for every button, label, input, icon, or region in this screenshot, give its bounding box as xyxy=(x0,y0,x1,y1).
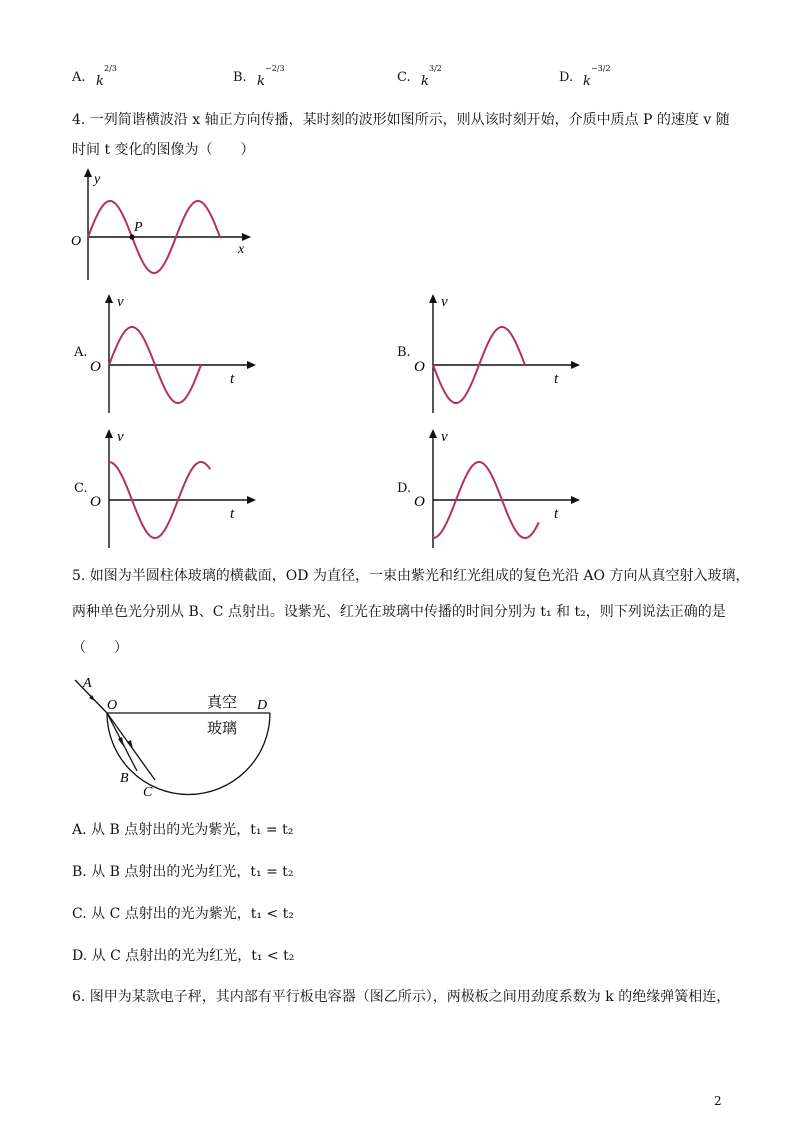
wave-p-label: P xyxy=(134,220,143,235)
q4-wave-figure xyxy=(65,165,265,285)
wave-o-label: O xyxy=(71,234,82,249)
fig-label-vacuum: 真空 xyxy=(207,695,238,711)
graph-o-label: O xyxy=(90,359,101,375)
v-axis-arrow xyxy=(429,294,437,303)
t-axis-arrow xyxy=(247,496,256,504)
t-axis-arrow xyxy=(247,361,256,369)
wave-x-label: x xyxy=(238,242,245,257)
t-axis-arrow xyxy=(571,361,580,369)
q4-stem-line1: 4. 一列简谐横波沿 x 轴正方向传播，某时刻的波形如图所示，则从该时刻开始，介质中质点 P 的速度 v 随 xyxy=(72,112,730,128)
q5-option-c: C. 从 C 点射出的光为紫光，t₁ < t₂ xyxy=(72,906,294,922)
q4-option-b-graph xyxy=(412,290,582,415)
fig-label-b: B xyxy=(120,771,129,786)
fig-label-glass: 玻璃 xyxy=(207,721,238,737)
page-number: 2 xyxy=(714,1094,722,1108)
q5-option-b: B. 从 B 点射出的光为红光，t₁ = t₂ xyxy=(72,864,294,880)
point-p-marker xyxy=(129,234,134,239)
graph-v-label: v xyxy=(441,429,448,445)
q4-option-c-graph xyxy=(88,425,268,550)
q4-stem-line2: 时间 t 变化的图像为（ ） xyxy=(72,142,255,158)
wave-y-label: y xyxy=(94,172,101,187)
v-axis-arrow xyxy=(105,429,113,438)
v-axis-arrow xyxy=(105,294,113,303)
graph-v-label: v xyxy=(117,294,124,310)
fig-label-a: A xyxy=(83,676,92,691)
q3-option-a: A. k 2/3 xyxy=(72,64,117,89)
q4-option-d-graph xyxy=(412,425,592,550)
q5-option-a: A. 从 B 点射出的光为紫光，t₁ = t₂ xyxy=(72,822,294,838)
graph-o-label: O xyxy=(414,359,425,375)
q6-stem-line1: 6. 图甲为某款电子秤，其内部有平行板电容器（图乙所示），两极板之间用劲度系数为 k 的绝缘弹簧相连， xyxy=(72,989,731,1005)
q4-option-c-label: C. xyxy=(74,481,88,496)
q4-option-a-label: A. xyxy=(74,345,88,360)
fig-label-c: C xyxy=(143,785,153,800)
v-axis-arrow xyxy=(429,429,437,438)
q5-option-d: D. 从 C 点射出的光为红光，t₁ < t₂ xyxy=(72,948,295,964)
q5-glass-figure xyxy=(65,670,285,805)
t-axis-arrow xyxy=(571,496,580,504)
fig-label-o: O xyxy=(107,698,118,713)
q4-option-b-label: B. xyxy=(397,345,411,360)
graph-t-label: t xyxy=(230,506,235,522)
q4-option-d-label: D. xyxy=(397,481,412,496)
q3-option-d: D. k −3/2 xyxy=(559,64,611,89)
q5-stem-line2: 两种单色光分别从 B、C 点射出。设紫光、红光在玻璃中传播的时间分别为 t₁ 和 t₂，则下列说法正确的是 xyxy=(72,604,726,620)
graph-v-label: v xyxy=(441,294,448,310)
q5-stem-line1: 5. 如图为半圆柱体玻璃的横截面，OD 为直径，一束由紫光和红光组成的复色光沿 AO 方向从真空射入玻璃， xyxy=(72,568,750,584)
q4-option-a-graph xyxy=(88,290,258,415)
graph-t-label: t xyxy=(554,506,559,522)
graph-o-label: O xyxy=(414,494,425,510)
fig-label-d: D xyxy=(257,698,268,713)
graph-o-label: O xyxy=(90,494,101,510)
q5-stem-line3: （ ） xyxy=(72,640,128,656)
q3-option-c: C. k 3/2 xyxy=(397,64,442,89)
graph-t-label: t xyxy=(230,371,235,387)
graph-t-label: t xyxy=(554,371,559,387)
q3-option-b: B. k −2/3 xyxy=(233,64,285,89)
graph-v-label: v xyxy=(117,429,124,445)
